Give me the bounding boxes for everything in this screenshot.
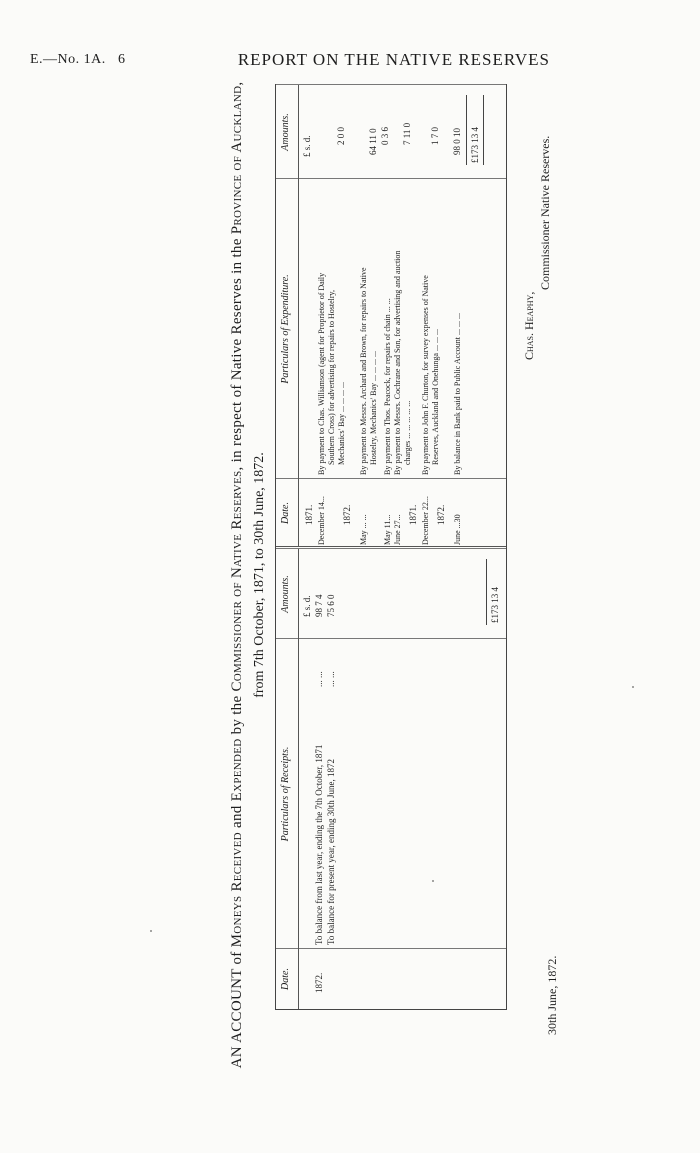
print-speck bbox=[432, 880, 434, 882]
running-title: REPORT ON THE NATIVE RESERVES bbox=[237, 50, 550, 69]
page-number: 6 bbox=[118, 52, 125, 67]
print-speck bbox=[150, 930, 152, 932]
expenditure-amount: 2 0 0 bbox=[336, 127, 346, 145]
expenditure-date: May 11... bbox=[383, 514, 392, 545]
receipt-amount: 98 7 4 bbox=[314, 594, 324, 617]
expenditure-date-header: Date. bbox=[280, 502, 291, 524]
expenditure-amounts-header: Amounts. bbox=[280, 113, 291, 151]
expenditure-year: 1871. bbox=[408, 504, 418, 525]
expenditure-line: Reserves, Auckland and Onehunga ... ... ... bbox=[431, 329, 440, 465]
receipt-row-dots: ... ... bbox=[326, 671, 336, 687]
expenditure-year: 1871. bbox=[304, 504, 314, 525]
document-code: E.—No. 1A. bbox=[30, 52, 106, 67]
expenditure-line: By payment to Chas. Williamson (agent for Proprietor of Daily bbox=[317, 272, 326, 475]
print-speck bbox=[632, 686, 634, 688]
expenditure-amount: 98 0 10 bbox=[452, 128, 462, 155]
receipts-section bbox=[276, 546, 506, 1009]
expenditure-amount: 1 7 0 bbox=[430, 127, 440, 145]
expenditure-total: £173 13 4 bbox=[470, 127, 480, 163]
expenditure-date: June 27... bbox=[393, 514, 402, 545]
expenditure-year: 1872. bbox=[436, 504, 446, 525]
footer-date: 30th June, 1872. bbox=[545, 955, 559, 1035]
expenditure-date: December 22... bbox=[421, 496, 430, 545]
expenditure-year: 1872. bbox=[342, 504, 352, 525]
receipts-particulars-column bbox=[276, 638, 506, 949]
receipts-particulars-header: Particulars of Receipts. bbox=[280, 746, 291, 842]
expenditure-line: By payment to Messrs. Cochrane and Son, for advertising and auction bbox=[393, 250, 402, 475]
expenditure-amount: 0 3 6 bbox=[380, 127, 390, 145]
signature-title: Commissioner Native Reserves. bbox=[538, 135, 552, 290]
expenditure-particulars-header: Particulars of Expenditure. bbox=[280, 274, 291, 384]
account-title: AN ACCOUNT of Moneys Received and Expended by the Commissioner of Native Reserves, in respect of Native Reserves in the Province of Auckland, bbox=[229, 81, 245, 1069]
receipts-total: £173 13 4 bbox=[490, 587, 500, 623]
expenditure-amount: 64 11 0 bbox=[368, 128, 378, 155]
receipt-row: To balance for present year, ending 30th June, 1872 bbox=[326, 759, 336, 945]
receipts-date-column bbox=[276, 948, 506, 1009]
expenditure-date-column bbox=[276, 478, 506, 547]
signature-name: Chas. Heaphy, bbox=[522, 291, 536, 360]
receipt-row: To balance from last year, ending the 7th October, 1871 bbox=[314, 744, 324, 945]
expenditure-date: June ...30 bbox=[453, 514, 462, 545]
expenditure-line: Mechanics' Bay ... ... ... ... bbox=[337, 382, 346, 465]
receipts-currency: £ s. d. bbox=[302, 595, 312, 617]
receipts-date-header: Date. bbox=[280, 968, 291, 990]
account-table bbox=[275, 84, 507, 1010]
expenditure-currency: £ s. d. bbox=[302, 135, 312, 157]
expenditure-line: Hostelry, Mechanics' Bay ... ... ... ... bbox=[369, 350, 378, 465]
account-sheet bbox=[140, 35, 590, 1075]
expenditure-line: By payment to John F. Churton, for survey expenses of Native bbox=[421, 275, 430, 475]
expenditure-line: By payment to Thos. Peacock, for repairs of chain ... ... bbox=[383, 298, 392, 475]
expenditure-amounts-column bbox=[276, 84, 506, 179]
expenditure-line: By payment to Messrs. Archard and Brown, for repairs to Native bbox=[359, 267, 368, 475]
expenditure-section bbox=[276, 85, 506, 547]
receipts-year: 1872. bbox=[314, 972, 324, 993]
expenditure-date: December 14... bbox=[317, 496, 326, 545]
receipt-row-dots: ... ... bbox=[314, 671, 324, 687]
expenditure-particulars-column bbox=[276, 178, 506, 479]
expenditure-line: Southern Cross) for advertising for repairs to Hostelry, bbox=[327, 290, 336, 465]
receipt-amount: 75 6 0 bbox=[326, 594, 336, 617]
expenditure-line: By balance in Bank paid to Public Account ... ... ... bbox=[453, 313, 462, 475]
receipts-amounts-column bbox=[276, 548, 506, 639]
expenditure-line: charges ... ... ... ... ... bbox=[403, 400, 412, 465]
account-subtitle: from 7th October, 1871, to 30th June, 1872. bbox=[252, 452, 267, 698]
expenditure-date: May ... ... bbox=[359, 514, 368, 545]
expenditure-amount: 7 11 0 bbox=[402, 122, 412, 145]
receipts-amounts-header: Amounts. bbox=[280, 575, 291, 613]
